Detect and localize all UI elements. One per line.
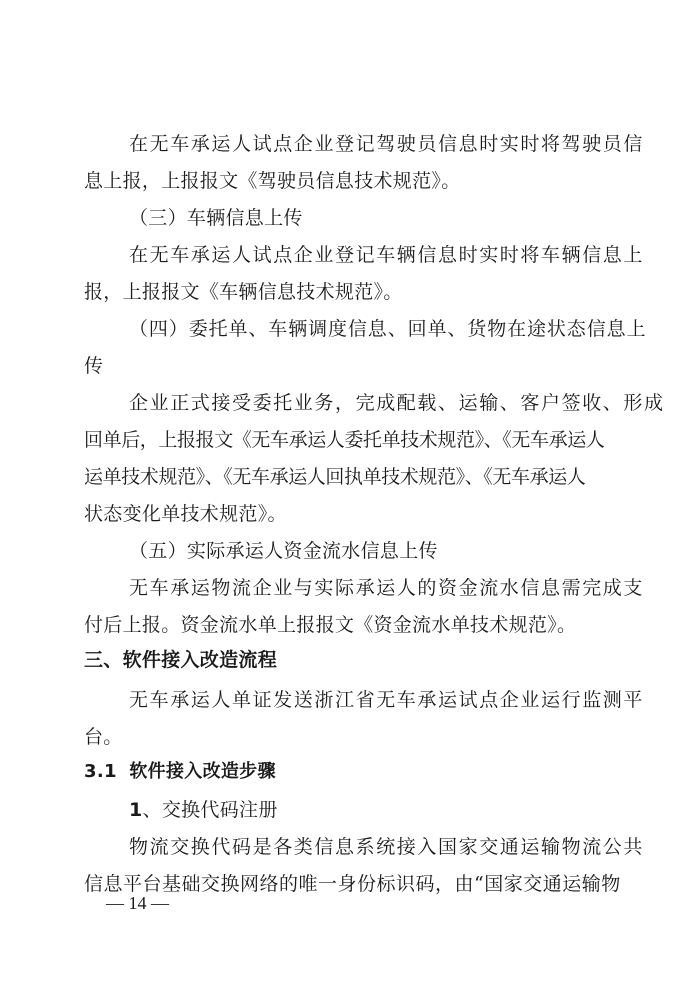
paragraph-line: 报，上报报文《车辆信息技术规范》。: [84, 281, 403, 303]
paragraph-line: 付后上报。资金流水单上报报文《资金流水单技术规范》。: [84, 614, 577, 636]
subsection-heading: （三）车辆信息上传: [129, 207, 303, 229]
section-3-1-heading: [84, 760, 276, 784]
paragraph-line: 无车承运物流企业与实际承运人的资金流水信息需完成支: [129, 577, 645, 599]
subsection-heading: （四）委托单、车辆调度信息、回单、货物在途状态信息上: [129, 318, 647, 340]
section-number: 3.1: [84, 761, 117, 782]
page-number: — 14 —: [106, 893, 169, 913]
subsection-heading-cont: 传: [84, 355, 104, 377]
paragraph-line: 物流交换代码是各类信息系统接入国家交通运输物流公共: [129, 836, 645, 858]
item-number: 1: [129, 799, 143, 821]
paragraph-line: 回单后，上报报文《无车承运人委托单技术规范》、《无车承运人: [84, 429, 605, 451]
paragraph-line: 在无车承运人试点企业登记车辆信息时实时将车辆信息上: [129, 244, 645, 266]
paragraph-line: 无车承运人单证发送浙江省无车承运试点企业运行监测平: [129, 689, 645, 711]
section-heading: 三、软件接入改造流程: [84, 649, 278, 671]
subsection-heading: （五）实际承运人资金流水信息上传: [129, 540, 438, 562]
item-1-heading: [129, 798, 278, 822]
paragraph-line: 台。: [84, 726, 123, 748]
paragraph-line: 运单技术规范》、《无车承运人回执单技术规范》、《无车承运人: [84, 466, 586, 488]
paragraph-line: 企业正式接受委托业务，完成配载、运输、客户签收、形成: [129, 392, 665, 414]
section-title: 软件接入改造步骤: [129, 761, 276, 782]
paragraph-line: 息上报，上报报文《驾驶员信息技术规范》。: [84, 170, 461, 192]
paragraph-line: 信息平台基础交换网络的唯一身份标识码，由“国家交通运输物: [84, 873, 621, 895]
paragraph-line: 状态变化单技术规范》。: [84, 503, 287, 525]
paragraph-line: 在无车承运人试点企业登记驾驶员信息时实时将驾驶员信: [129, 133, 645, 155]
item-title: 、交换代码注册: [142, 799, 278, 821]
